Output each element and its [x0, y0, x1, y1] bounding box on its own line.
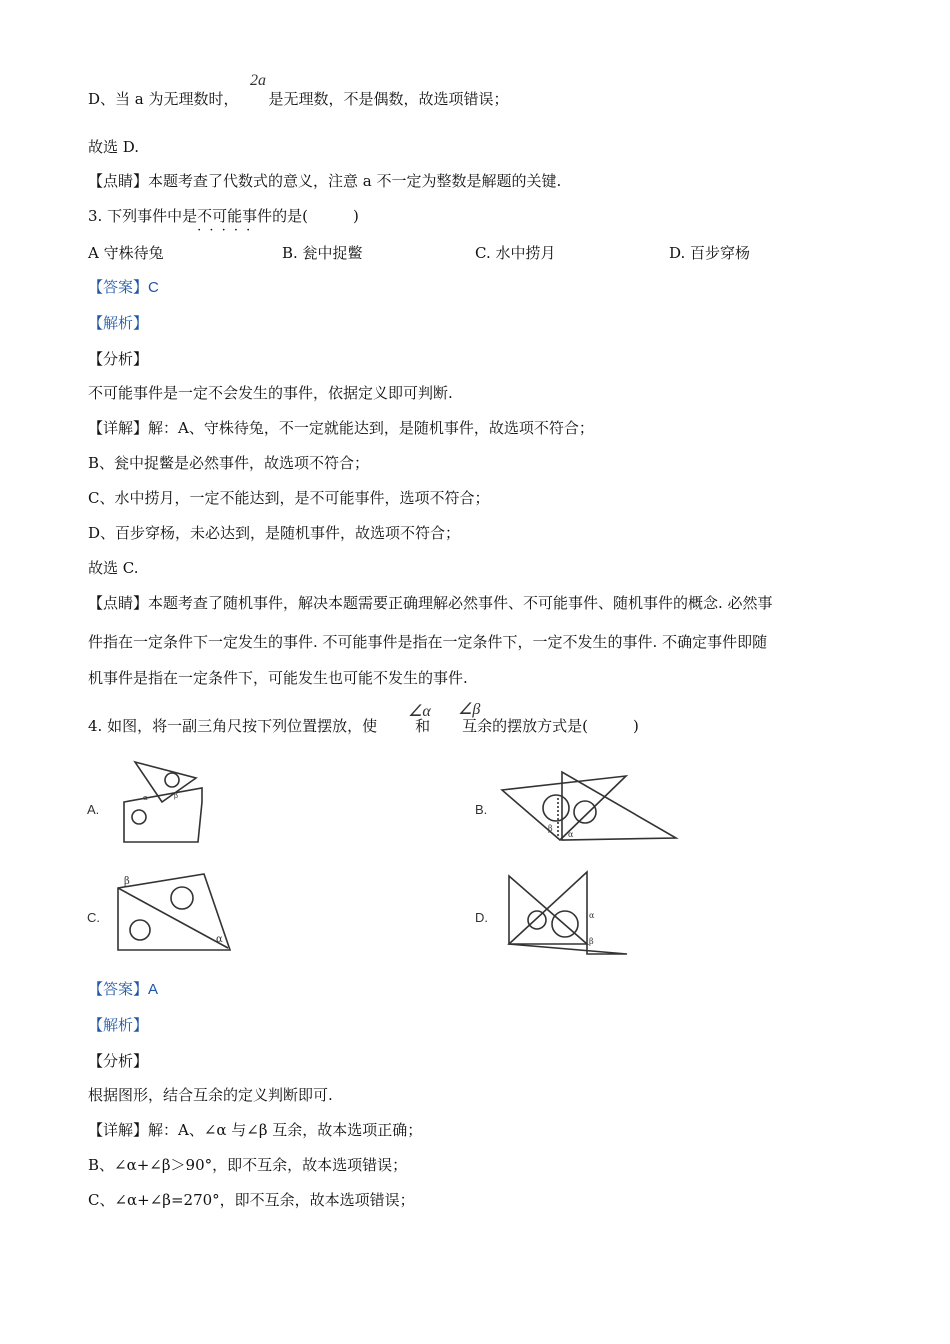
option-d-prefix: D、当 a 为无理数时，	[88, 90, 239, 108]
fenxi-q4: 【分析】	[88, 1052, 149, 1070]
q4-suffix: 互余的摆放方式是( )	[462, 717, 639, 735]
jiexi-q4: 【解析】	[88, 1017, 149, 1034]
option-d-suffix: 是无理数，不是偶数，故选项错误；	[268, 90, 509, 108]
answer-q3: 【答案】C	[88, 279, 159, 296]
dianjing-q3-line3: 机事件是指在一定条件下，可能发生也可能不发生的事件.	[88, 669, 468, 687]
option-d-line	[88, 89, 509, 109]
choose-c: 故选 C.	[88, 559, 139, 577]
figure-b-alpha: α	[568, 830, 574, 839]
question-4	[88, 716, 639, 736]
choose-d: 故选 D.	[88, 138, 140, 156]
jiexi-q3: 【解析】	[88, 315, 149, 332]
figure-b-beta: β	[548, 824, 553, 833]
figure-c	[112, 870, 237, 955]
q4-angle-beta: ∠β	[458, 701, 481, 718]
question-3	[88, 206, 359, 226]
figure-b-label: B.	[475, 802, 488, 817]
dianjing-q3-line2: 件指在一定条件下一定发生的事件. 不可能事件是指在一定条件下，一定不发生的事件. 不确定事件即随	[88, 633, 768, 651]
q4-angle-alpha: ∠α	[408, 703, 431, 720]
q3-detail-d: D、百步穿杨，未必达到，是随机事件，故选项不符合；	[88, 524, 461, 542]
fenxi-q4-text: 根据图形，结合互余的定义判断即可.	[88, 1086, 333, 1104]
q4-prefix: 4. 如图，将一副三角尺按下列位置摆放，使	[88, 717, 378, 735]
dianjing-q2: 【点睛】本题考查了代数式的意义，注意 a 不一定为整数是解题的关键.	[88, 172, 562, 190]
q3-detail-c: C、水中捞月，一定不能达到，是不可能事件，选项不符合；	[88, 489, 490, 507]
q3-option-d: D. 百步穿杨	[669, 244, 751, 262]
figure-a-label: A.	[87, 802, 100, 817]
fenxi-q3: 【分析】	[88, 350, 149, 368]
q3-option-c: C. 水中捞月	[475, 244, 556, 262]
q3-options	[88, 243, 888, 263]
q3-option-b: B. 瓮中捉鳖	[282, 244, 363, 262]
q3-detail-b: B、瓮中捉鳖是必然事件，故选项不符合；	[88, 454, 370, 472]
figure-b	[498, 768, 683, 843]
q4-detail-c: C、∠α+∠β=270°，即不互余，故本选项错误；	[88, 1191, 415, 1209]
figure-a	[110, 758, 210, 848]
figure-c-beta: β	[124, 876, 130, 887]
figure-c-alpha: α	[216, 934, 223, 945]
q3-prefix: 3. 下列事件中是	[88, 207, 198, 225]
fenxi-q3-text: 不可能事件是一定不会发生的事件，依据定义即可判断.	[88, 384, 453, 402]
figure-d-alpha: α	[589, 911, 595, 920]
dianjing-q3-line1: 【点睛】本题考查了随机事件，解决本题需要正确理解必然事件、不可能事件、随机事件的概念. 必然事	[88, 594, 773, 612]
q3-option-a: A 守株待兔	[88, 244, 164, 262]
figure-a-alpha: α	[143, 794, 148, 802]
xiangjie-q3: 【详解】解：A、守株待兔，不一定就能达到，是随机事件，故选项不符合；	[88, 419, 594, 437]
q3-suffix: 的是( )	[272, 207, 359, 225]
figure-d	[503, 870, 633, 958]
answer-q4: 【答案】A	[88, 981, 159, 998]
figure-d-label: D.	[475, 910, 488, 925]
figure-a-beta: β	[174, 792, 179, 800]
q4-detail-b: B、∠α+∠β＞90°，即不互余，故本选项错误；	[88, 1156, 408, 1174]
xiangjie-q4: 【详解】解：A、∠α 与∠β 互余，故本选项正确；	[88, 1121, 423, 1139]
q4-and: 和	[415, 717, 431, 735]
figure-d-beta: β	[589, 937, 594, 946]
math-2a: 2a	[250, 72, 266, 89]
figure-c-label: C.	[87, 910, 100, 925]
q3-emphasis: 不可能事件 · · ·	[197, 207, 272, 225]
